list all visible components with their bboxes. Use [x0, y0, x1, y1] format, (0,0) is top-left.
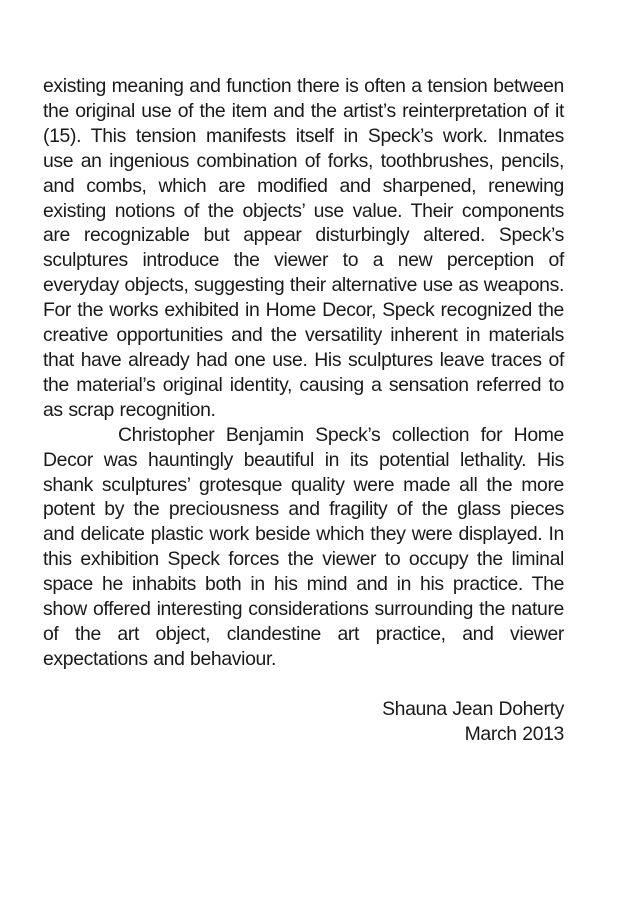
signature-date: March 2013 [464, 722, 564, 745]
signature-block [43, 697, 564, 747]
body-paragraph-2: Christopher Benjamin Speck’s collection for Home Decor was hauntingly beautiful in its potential lethality. His shank sculptures’ grotesque quality were made all the more potent by the preciousness and fragility of the glass pieces and delicate plastic work beside which they were displayed. In this exhibition Speck forces the viewer to occupy the liminal space he inhabits both in his mind and in his practice. The show offered interesting considerations surrounding the nature of the art object, clandestine art practice, and viewer expectations and behaviour. [43, 423, 564, 670]
author-name: Shauna Jean Doherty [382, 697, 564, 720]
body-paragraph-1: existing meaning and function there is often a tension between the original use of the item and the artist’s reinterpretation of it (15). This tension manifests itself in Speck’s work. Inmates use an ingenious combination of forks, toothbrushes, pencils, and combs, which are modified and sharpened, renewing existing notions of the objects’ use value. Their components are recognizable but appear disturbingly altered. Speck’s sculptures introduce the viewer to a new perception of everyday objects, suggesting their alternative use as weapons. For the works exhibited in Home Decor, Speck recognized the creative opportunities and the versatility inherent in materials that have already had one use. His sculptures leave traces of the material’s original identity, causing a sensation referred to as scrap recognition. [43, 75, 564, 421]
document-page [43, 74, 564, 746]
